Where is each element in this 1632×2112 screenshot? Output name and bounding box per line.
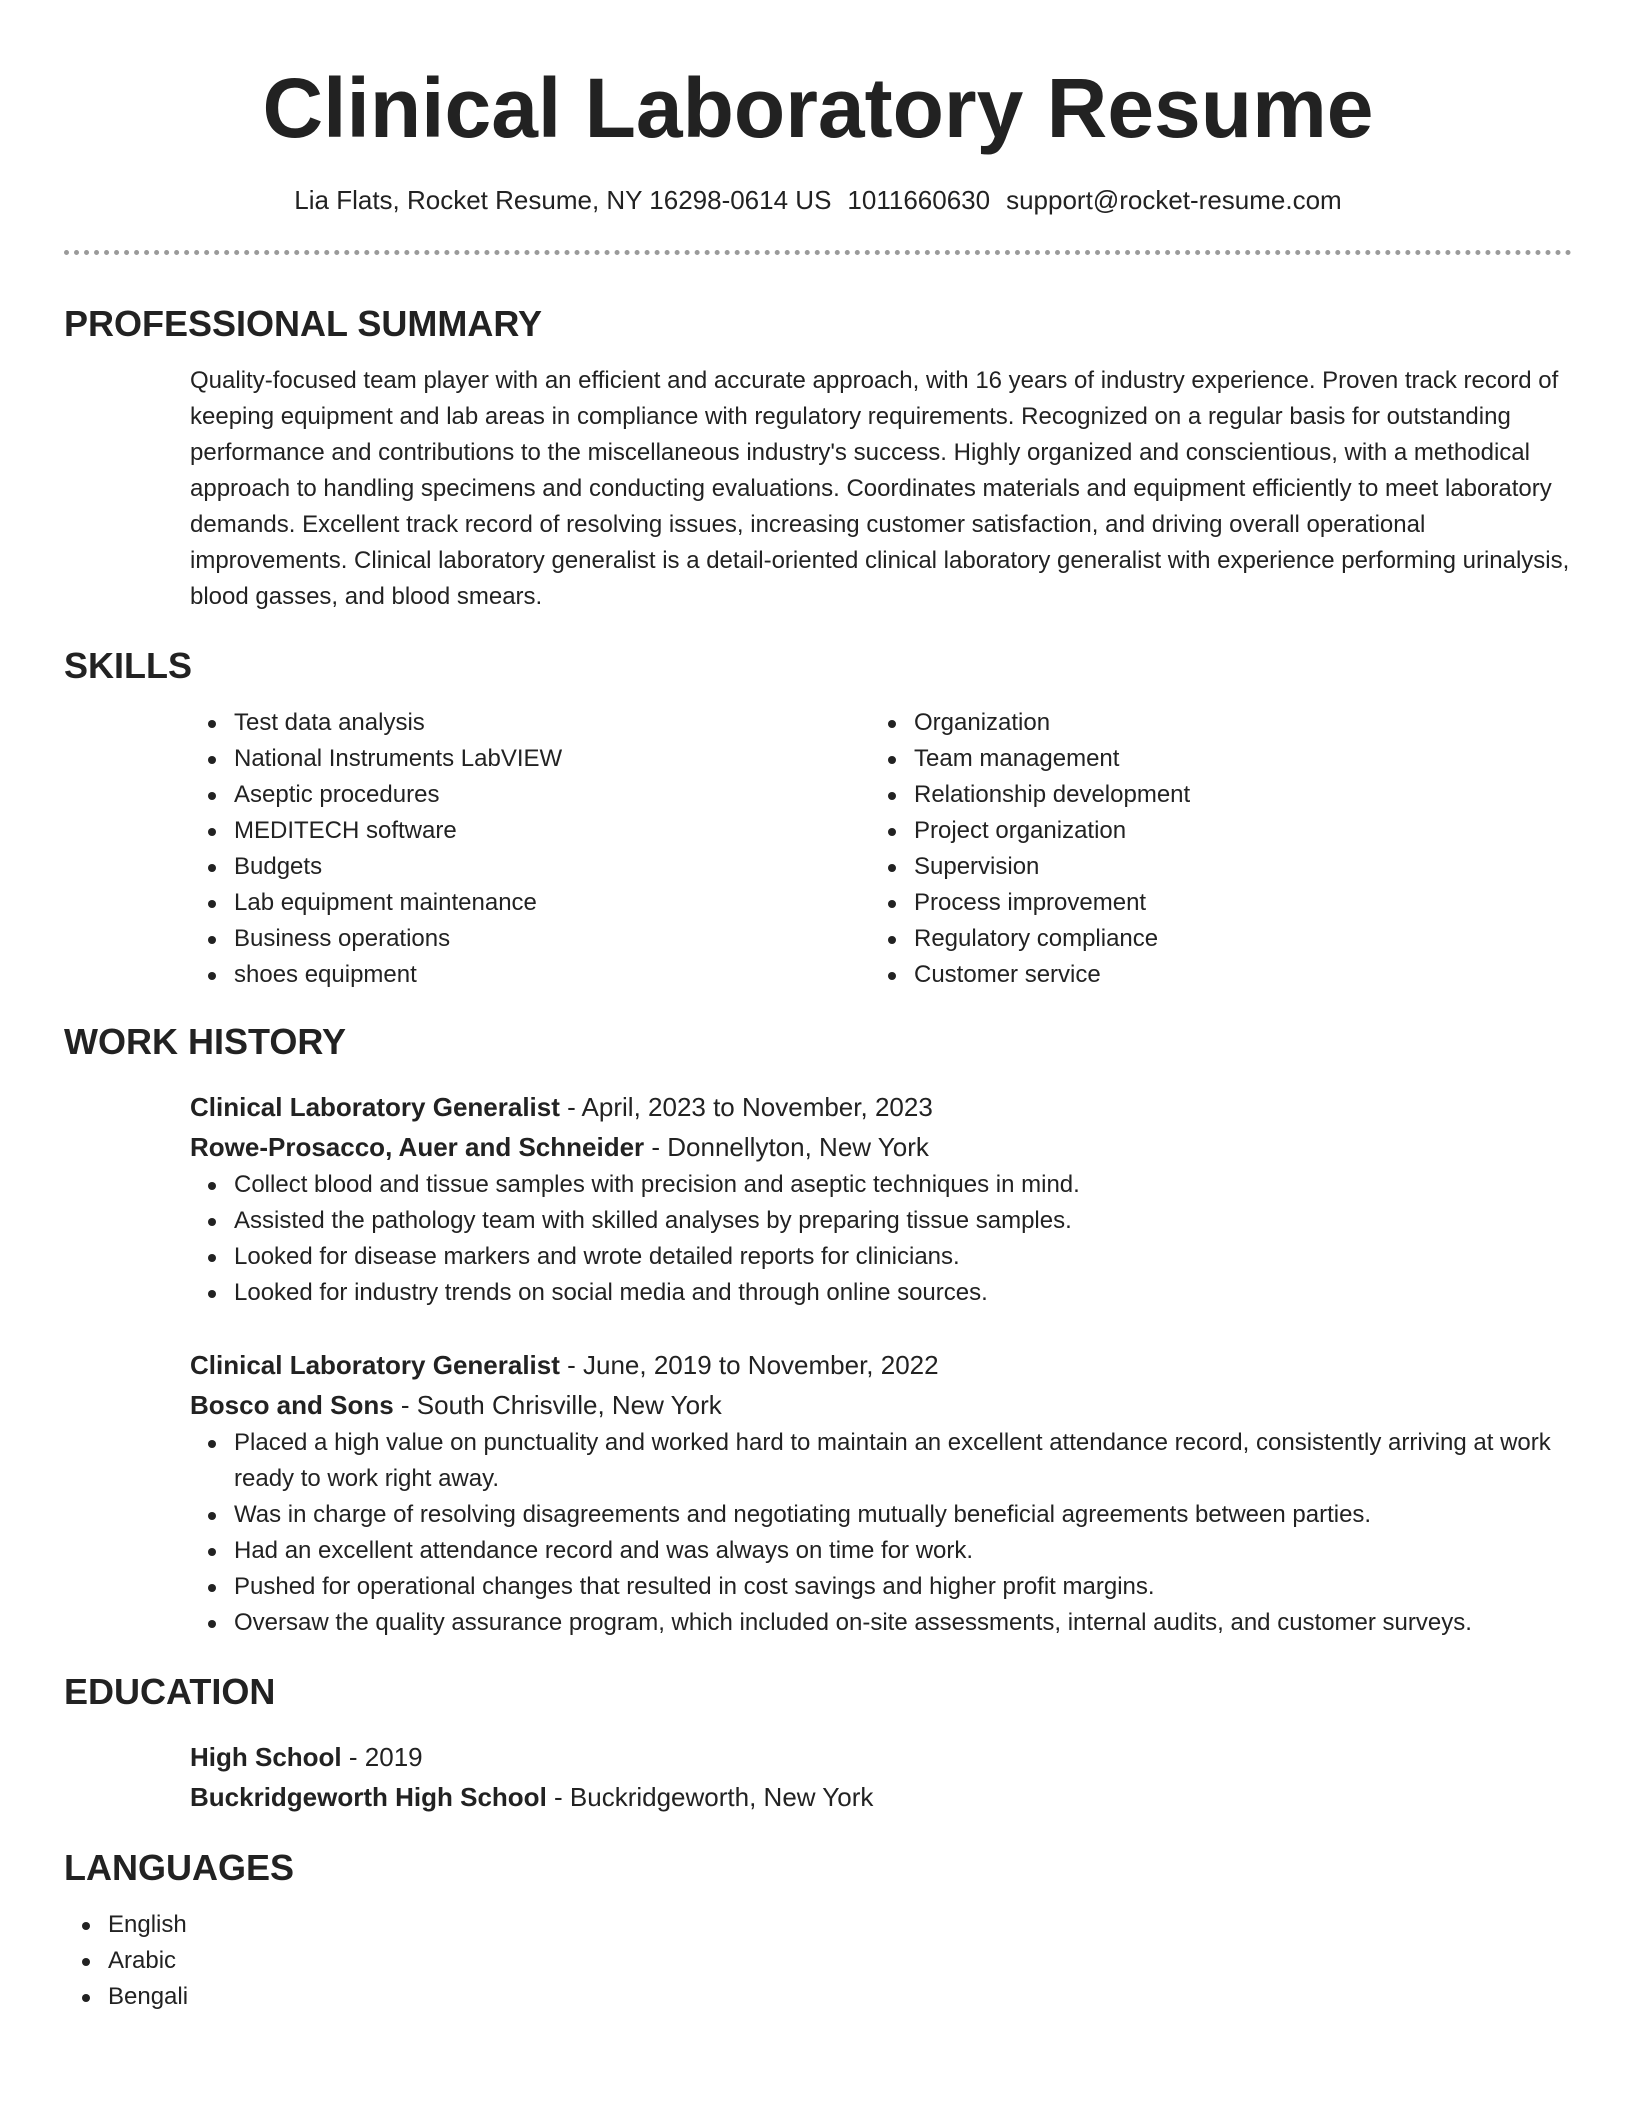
- job-location: - South Chrisville, New York: [393, 1390, 722, 1420]
- resume-page: [64, 0, 1572, 2015]
- contact-address: Lia Flats, Rocket Resume, NY 16298-0614 US: [294, 185, 832, 215]
- skill-item: Process improvement: [870, 885, 1550, 921]
- skill-item: shoes equipment: [190, 957, 870, 993]
- job-company: Rowe-Prosacco, Auer and Schneider: [190, 1132, 645, 1162]
- education-school-line: [190, 1777, 1572, 1817]
- job-dates: - June, 2019 to November, 2022: [559, 1350, 939, 1380]
- skill-item: Relationship development: [870, 777, 1550, 813]
- skill-item: Regulatory compliance: [870, 921, 1550, 957]
- education-degree-line: [190, 1737, 1572, 1777]
- skill-item: Business operations: [190, 921, 870, 957]
- job-company-line: [190, 1385, 1572, 1425]
- job-location: - Donnellyton, New York: [644, 1132, 929, 1162]
- job-duty: Looked for industry trends on social media and through online sources.: [190, 1275, 1572, 1311]
- contact-line: [64, 180, 1572, 220]
- skill-item: MEDITECH software: [190, 813, 870, 849]
- job-duty: Pushed for operational changes that resulted in cost savings and higher profit margins.: [190, 1569, 1572, 1605]
- contact-email: support@rocket-resume.com: [1006, 185, 1342, 215]
- job-company-line: [190, 1127, 1572, 1167]
- education-school: Buckridgeworth High School: [190, 1782, 547, 1812]
- job-company: Bosco and Sons: [190, 1390, 394, 1420]
- job-entry: [190, 1345, 1572, 1641]
- contact-phone: 1011660630: [847, 185, 991, 215]
- job-duty: Looked for disease markers and wrote detailed reports for clinicians.: [190, 1239, 1572, 1275]
- education-location: - Buckridgeworth, New York: [546, 1782, 874, 1812]
- job-duty: Placed a high value on punctuality and worked hard to maintain an excellent attendance record, consistently arriving at work ready to work right away.: [190, 1425, 1572, 1497]
- page-title: Clinical Laboratory Resume: [262, 61, 1374, 155]
- work-heading: WORK HISTORY: [64, 1021, 347, 1062]
- skills-grid: [190, 705, 1572, 993]
- summary-text: Quality-focused team player with an efficient and accurate approach, with 16 years of industry experience. Proven track record of keeping equipment and lab areas in compliance with regulatory requirements. Recognized on a regular basis for outstanding performance and contributions to the miscellaneous industry's success. Highly organized and conscientious, with a methodical approach to handling specimens and conducting evaluations. Coordinates materials and equipment efficiently to meet laboratory demands. Excellent track record of resolving issues, increasing customer satisfaction, and driving overall operational improvements. Clinical laboratory generalist is a detail-oriented clinical laboratory generalist with experience performing urinalysis, blood gasses, and blood smears.: [190, 367, 1570, 610]
- skill-item: Organization: [870, 705, 1550, 741]
- skill-item: Aseptic procedures: [190, 777, 870, 813]
- education-heading: EDUCATION: [64, 1671, 276, 1712]
- language-item: Bengali: [64, 1979, 1572, 2015]
- skill-item: Test data analysis: [190, 705, 870, 741]
- header-divider: [64, 250, 1572, 255]
- languages-heading: LANGUAGES: [64, 1847, 295, 1888]
- skill-item: Supervision: [870, 849, 1550, 885]
- job-duty: Assisted the pathology team with skilled analyses by preparing tissue samples.: [190, 1203, 1572, 1239]
- skill-item: Lab equipment maintenance: [190, 885, 870, 921]
- skills-list-left: [190, 705, 870, 993]
- education-degree: High School: [190, 1742, 342, 1772]
- job-dates: - April, 2023 to November, 2023: [559, 1092, 933, 1122]
- skill-item: Team management: [870, 741, 1550, 777]
- job-title: Clinical Laboratory Generalist: [190, 1092, 560, 1122]
- job-duty: Had an excellent attendance record and was always on time for work.: [190, 1533, 1572, 1569]
- language-item: Arabic: [64, 1943, 1572, 1979]
- skill-item: Budgets: [190, 849, 870, 885]
- job-title: Clinical Laboratory Generalist: [190, 1350, 560, 1380]
- skill-item: National Instruments LabVIEW: [190, 741, 870, 777]
- skills-heading: SKILLS: [64, 645, 193, 686]
- job-duty: Oversaw the quality assurance program, which included on-site assessments, internal audits, and customer surveys.: [190, 1605, 1572, 1641]
- language-item: English: [64, 1907, 1572, 1943]
- job-duty: Was in charge of resolving disagreements and negotiating mutually beneficial agreements between parties.: [190, 1497, 1572, 1533]
- job-title-line: [190, 1087, 1572, 1127]
- job-duties: [190, 1425, 1572, 1641]
- job-duties: [190, 1167, 1572, 1311]
- skill-item: Project organization: [870, 813, 1550, 849]
- languages-list: [64, 1907, 1572, 2015]
- education-year: - 2019: [341, 1742, 423, 1772]
- skills-list-right: [870, 705, 1550, 993]
- summary-heading: PROFESSIONAL SUMMARY: [64, 303, 543, 344]
- skill-item: Customer service: [870, 957, 1550, 993]
- job-entry: [190, 1087, 1572, 1311]
- job-duty: Collect blood and tissue samples with precision and aseptic techniques in mind.: [190, 1167, 1572, 1203]
- education-entry: [190, 1737, 1572, 1817]
- job-title-line: [190, 1345, 1572, 1385]
